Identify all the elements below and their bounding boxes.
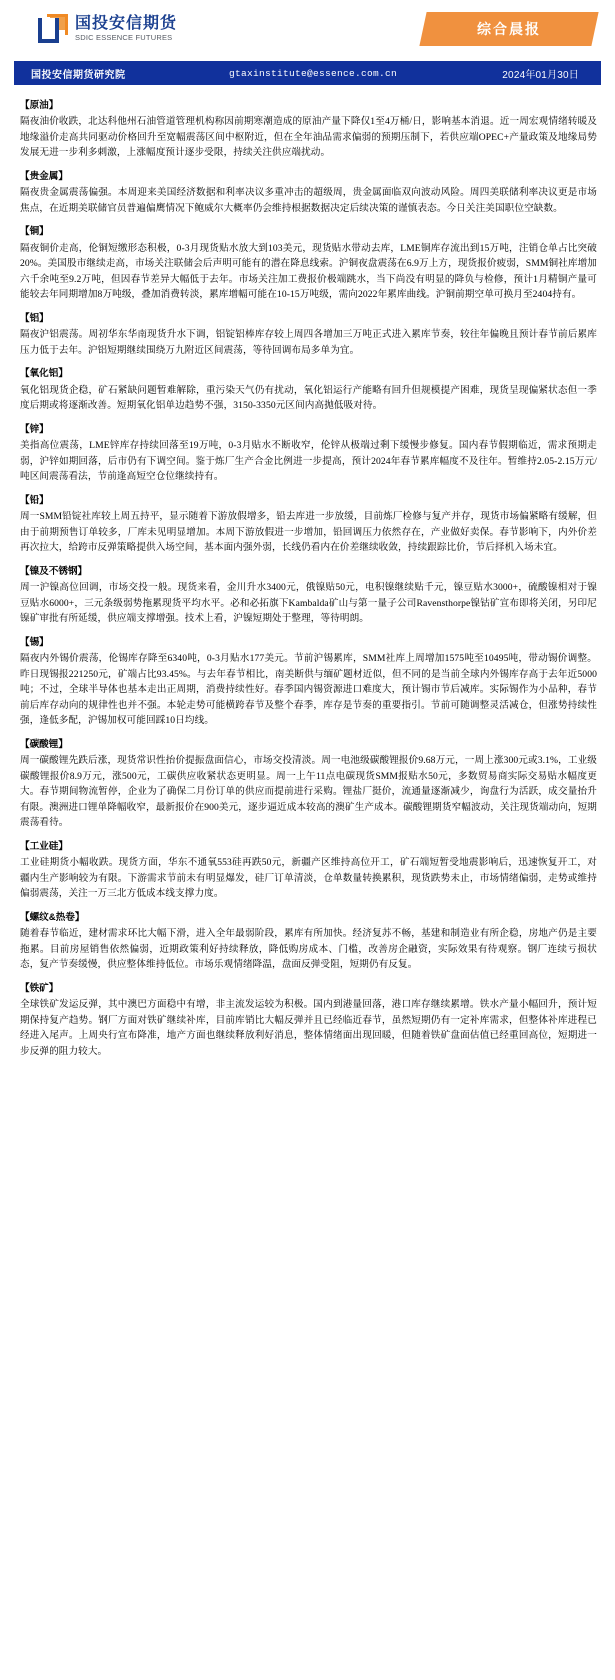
commodity-section-body: 隔夜铜价走高，伦铜短缴形态积极，0-3月现货贴水放大到103美元，现货贴水带动去库，LME铜库存流出到15万吨，注销仓单占比突破20%。美国股市继续走高，市场关注联储会后声明可能有的潜在降息线索。沪铜夜盘震荡在6.9万上方，现货报价疲弱，SMM铜社库增加六千余吨至9.2万吨，但因春节差异大幅低于去年。市场关注加工费报价极端跳水，当下尚没有明显的降负与检修，预计1月精铜产量可能较去年同期增加8万吨级，叠加消费转淡，累库增幅可能在10-15万吨级，需向2022年累库曲线。沪铜前期空单可换月至2404持有。 (20, 242, 597, 301)
commodity-section-title: 【氧化铝】 (20, 368, 68, 380)
commodity-section-title: 【原油】 (20, 100, 59, 111)
commodity-section-title: 【工业硅】 (20, 840, 68, 852)
commodity-section-title: 【铁矿】 (20, 982, 59, 994)
commodity-section-body: 隔夜贵金属震荡偏强。本周迎来美国经济数据和利率决议多重冲击的超级周，贵金属面临双向波动风险。周四美联储利率决议更是市场焦点，在近期美联储官员普遍偏鹰情况下鲍威尔大概率仍会维持根据数据决定后续决策的谨慎表态。今日关注美国职位空缺数。 (20, 187, 597, 214)
commodity-section-body: 周一SMM铅锭社库较上周五持平，显示随着下游放假增多，铅去库进一步放缓，目前炼厂检修与复产并存，现货市场偏紧略有缓解，但由于前期预售订单较多，厂库未见明显增加。本周下游放假进一步增加，铅回调压力依然存在，产业做好卖保。春节影响下，内外价差再次拉大，给跨市反弹策略提供入场空间，基本面内强外弱，长线仍看内在价差继续收敛，持续跟踪比价，节后择机入场未宜。 (20, 511, 597, 554)
commodity-section-title: 【铅】 (20, 494, 49, 506)
commodity-section-body: 隔夜油价收跌，北达科他州石油管道管理机构称因前期寒潮造成的原油产量下降仅1至4万桶/日，影响基本消退。近一周宏观情绪转暖及地缘溢价走高共同驱动价格回升至宽幅震荡区间中枢附近，但在全年油品需求偏弱的预期压制下，若供应端OPEC+产量政策及地缘局势发展无进一步利多刺激，上涨幅度预计逐步受限，持续关注供应端扰动。 (20, 116, 597, 159)
commodity-section (20, 99, 597, 161)
report-header (0, 0, 615, 58)
commodity-section-title: 【锡】 (20, 636, 49, 648)
commodity-section-title: 【贵金属】 (20, 170, 68, 182)
commodity-section (20, 565, 597, 627)
commodity-section (20, 494, 597, 556)
company-logo (38, 14, 177, 44)
commodity-section (20, 738, 597, 831)
commodity-section-title: 【碳酸锂】 (20, 738, 68, 750)
commodity-section-body: 工业硅期货小幅收跌。现货方面，华东不通氧553硅再跌50元，新疆产区维持高位开工，矿石端短暂受地震影响后，迅速恢复开工，对疆内生产影响较为有限。下游需求节前未有明显爆发，硅厂订单清淡，仓单数量转换累积，现货跌势未止，市场情绪偏弱，走势或维持偏弱震荡，关注一万三北方低成本线支撑力度。 (20, 857, 597, 900)
commodity-section (20, 225, 597, 303)
commodity-section-title: 【铝】 (20, 312, 49, 324)
report-date: 2024年01月30日 (502, 69, 579, 81)
report-type-label: 综合晨报 (477, 21, 541, 37)
commodity-section-title: 【螺纹&热卷】 (20, 911, 85, 923)
commodity-section-body: 美指高位震荡，LME锌库存持续回落至19万吨，0-3月贴水不断收窄，伦锌从极端过剩下缓慢步修复。国内春节假期临近，需求预期走弱，沪锌如期回落，后市仍有下调空间。鉴于炼厂生产合金比例进一步提高，预计2024年春节累库幅度不及往年。暂维持2.05-2.15万元/吨区间震荡看法，节前逢高短空仓位继续持有。 (20, 440, 597, 483)
report-type-banner (419, 12, 598, 46)
logo-text (75, 16, 177, 42)
commodity-section (20, 367, 597, 413)
commodity-section (20, 636, 597, 729)
commodity-section-body: 隔夜沪铝震荡。周初华东华南现货升水下调，铝锭铝棒库存较上周四各增加三万吨正式进入累库节奏，较往年偏晚且预计春节前后累库压力低于去年。沪铝短期继续围绕万九附近区间震荡，等待回调布局多单为宜。 (20, 329, 597, 356)
commodity-section (20, 840, 597, 902)
commodity-section-body: 随着春节临近，建材需求环比大幅下滑，进入全年最弱阶段，累库有所加快。经济复苏不畅，基建和制造业有所企稳，房地产仍是主要拖累。目前房屋销售依然偏弱，近期政策利好持续释放，降低购房成本、门槛，改善房企融资，实际效果有待观察。钢厂连续亏损状态，复产节奏缓慢，供应整体维持低位。市场乐观情绪降温，盘面反弹受阻，短期仍有反复。 (20, 928, 597, 971)
commodity-section-title: 【锌】 (20, 423, 49, 435)
commodity-section (20, 312, 597, 358)
commodity-section-body: 全球铁矿发运反弹，其中澳巴方面稳中有增，非主流发运较为积极。国内到港量回落，港口库存继续累增。铁水产量小幅回升，预计短期保持复产趋势。钢厂方面对铁矿继续补库，目前库销比大幅反弹并且已经临近春节，虽然短期仍有一定补库需求，但整体补库进程已经进入尾声。上周央行宣布降准，地产方面也继续释放利好消息，整体情绪面出现回暖，但随着铁矿盘面估值已经重回高位，短期进一步反弹的阻力较大。 (20, 999, 597, 1057)
commodity-section-title: 【镍及不锈钢】 (20, 565, 88, 577)
commodity-section-body: 周一碳酸锂先跌后涨，现货常识性抬价提振盘面信心，市场交投清淡。周一电池级碳酸锂报价9.68万元，一周上涨300元或3.1%，工业级碳酸锂报价8.9万元，涨500元，工碳供应收紧状态更明显。周一上午11点电碳现货SMM报贴水50元，多数贸易商实际交易贴水幅度更大。春节期间物流暂停，企业为了确保二月份订单的供应而提前进行采购。锂盐厂挺价，流通量逐渐减少，询盘行为活跃，成交量抬升有限。澳洲进口锂单降幅收窄，最新报价在900美元，逐步逼近成本较高的澳矿生产成本。碳酸锂期货窄幅波动，关注现货端动向，短期震荡看待。 (20, 755, 597, 829)
logo-name-en: SDIC ESSENCE FUTURES (75, 33, 173, 43)
institute-name: 国投安信期货研究院 (31, 69, 126, 81)
info-bar (14, 61, 601, 85)
logo-name-cn: 国投安信期货 (75, 15, 178, 33)
commodity-section-body: 周一沪镍高位回调，市场交投一般。现货来看，金川升水3400元，俄镍贴50元，电积镍继续贴千元，镍豆贴水3000+，硫酸镍相对于镍豆贴水6000+，三元条级弱势拖累现货平均水平。必和必拓旗下Kambalda矿山与第一量子公司Ravensthorpe镍钴矿宣布即将关闭，另印尼镍矿审批有所延缓，供应端支撑增强。技术上看，沪镍短期处于整理，等待明朗。 (20, 582, 597, 625)
commodity-section (20, 911, 597, 973)
commodity-section (20, 170, 597, 216)
commodity-section-body: 氧化铝现货企稳，矿石紧缺问题暂难解除，重污染天气仍有扰动，氧化铝运行产能略有回升但规模提产困难，现货呈现偏紧状态但一季度后期或将逐渐改善。短期氧化铝单边趋势不强，3150-3350元区间内高抛低吸对待。 (20, 384, 597, 412)
sdic-logo-icon (38, 14, 68, 44)
commodity-section-title: 【铜】 (20, 226, 49, 238)
commodity-section (20, 423, 597, 485)
contact-email: gtaxinstitute@essence.com.cn (229, 67, 398, 79)
report-body (0, 85, 615, 1059)
commodity-section-body: 隔夜内外锡价震荡，伦锡库存降至6340吨，0-3月贴水177美元。节前沪锡累库，SMM社库上周增加1575吨至10495吨，带动锡价调整。昨日现锡报221250元，矿端占比93.45%。与去年春节相比，南美断供与缅矿题材近似，但不同的是当前全球内外锡库存高于去年近5000吨；不过，全球半导体也基本走出正周期，消费持续性好。春季国内锡资源进口难度大，预计锡市节后减库。实际锡作为小品种，春节前后库存动向的规律性也并不强。本轮走势可能横跨春节及整个春季，库存是节奏的重要指引。节前可随调整灵活减仓，但涨势持续性强，逢低多配，沪锡加权可能回踩10日均线。 (20, 653, 597, 727)
commodity-section (20, 982, 597, 1060)
